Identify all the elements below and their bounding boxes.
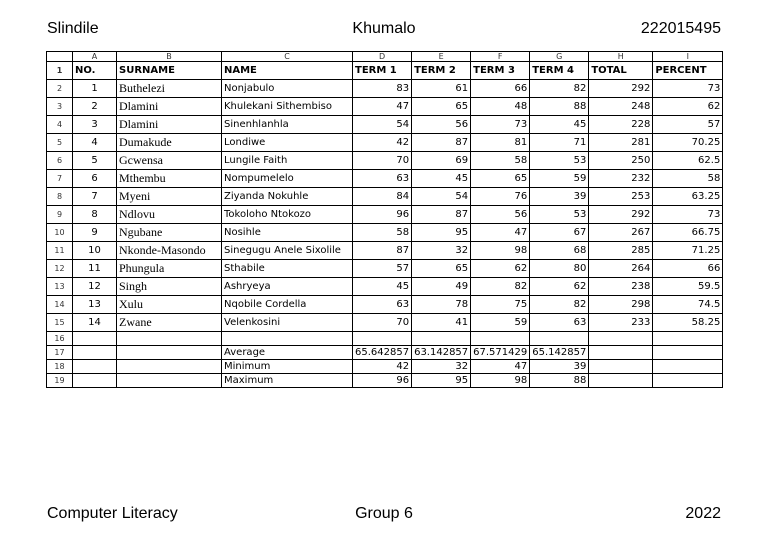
empty-cell [589,360,653,374]
column-letter: H [589,52,653,62]
table-row [47,170,723,188]
row-number: 15 [47,314,73,332]
header-right: 222015495 [640,20,721,37]
total-cell: 238 [589,278,653,296]
surname-cell: Nkonde-Masondo [117,242,222,260]
term3-cell: 76 [471,188,530,206]
surname-cell: Dumakude [117,134,222,152]
table-row [47,242,723,260]
term3-cell: 98 [471,242,530,260]
table-row [47,116,723,134]
surname-cell: Ndlovu [117,206,222,224]
term4-cell: 59 [530,170,589,188]
stats-row [47,360,723,374]
term1-cell: 45 [353,278,412,296]
empty-cell [117,332,222,346]
no-cell: 2 [73,98,117,116]
surname-cell: Dlamini [117,116,222,134]
column-letter: D [353,52,412,62]
row-number: 4 [47,116,73,134]
table-row [47,188,723,206]
header-left: Slindile [47,20,99,37]
percent-cell: 63.25 [653,188,723,206]
name-cell: Velenkosini [222,314,353,332]
name-cell: Ashryeya [222,278,353,296]
term4-cell: 53 [530,206,589,224]
table-row [47,314,723,332]
total-cell: 250 [589,152,653,170]
table-row [47,152,723,170]
empty-cell [589,374,653,388]
term2-cell: 54 [412,188,471,206]
term3-cell: 58 [471,152,530,170]
empty-cell [117,346,222,360]
column-header: PERCENT [653,62,723,80]
term4-cell: 63 [530,314,589,332]
empty-cell [471,332,530,346]
stats-row [47,346,723,360]
column-header: NAME [222,62,353,80]
term4-cell: 67 [530,224,589,242]
name-cell: Nosihle [222,224,353,242]
term4-cell: 88 [530,98,589,116]
stat-value: 96 [353,374,412,388]
term3-cell: 66 [471,80,530,98]
term4-cell: 71 [530,134,589,152]
term2-cell: 41 [412,314,471,332]
no-cell: 4 [73,134,117,152]
no-cell: 7 [73,188,117,206]
total-cell: 248 [589,98,653,116]
row-number: 9 [47,206,73,224]
percent-cell: 70.25 [653,134,723,152]
term3-cell: 47 [471,224,530,242]
name-cell: Nonjabulo [222,80,353,98]
term4-cell: 82 [530,296,589,314]
spreadsheet-body [47,52,723,388]
footer-right: 2022 [685,505,721,522]
column-header: NO. [73,62,117,80]
term1-cell: 63 [353,296,412,314]
term4-cell: 80 [530,260,589,278]
header-center: Khumalo [352,20,416,37]
column-header: SURNAME [117,62,222,80]
term2-cell: 65 [412,260,471,278]
table-row [47,134,723,152]
name-cell: Lungile Faith [222,152,353,170]
percent-cell: 62.5 [653,152,723,170]
stat-value: 32 [412,360,471,374]
column-header-row [47,52,723,62]
table-row [47,260,723,278]
empty-cell [73,374,117,388]
row-number: 12 [47,260,73,278]
row-number: 19 [47,374,73,388]
empty-cell [589,332,653,346]
term3-cell: 75 [471,296,530,314]
surname-cell: Dlamini [117,98,222,116]
empty-cell [73,346,117,360]
total-cell: 253 [589,188,653,206]
empty-cell [653,374,723,388]
percent-cell: 58 [653,170,723,188]
column-header: TERM 3 [471,62,530,80]
stat-value: 65.142857 [530,346,589,360]
name-cell: Sthabile [222,260,353,278]
no-cell: 14 [73,314,117,332]
percent-cell: 58.25 [653,314,723,332]
term3-cell: 65 [471,170,530,188]
term1-cell: 96 [353,206,412,224]
empty-row [47,332,723,346]
percent-cell: 62 [653,98,723,116]
row-number: 11 [47,242,73,260]
term4-cell: 39 [530,188,589,206]
term3-cell: 81 [471,134,530,152]
surname-cell: Zwane [117,314,222,332]
column-header: TERM 4 [530,62,589,80]
percent-cell: 57 [653,116,723,134]
empty-cell [117,374,222,388]
empty-cell [73,332,117,346]
total-cell: 267 [589,224,653,242]
surname-cell: Singh [117,278,222,296]
term3-cell: 82 [471,278,530,296]
term3-cell: 48 [471,98,530,116]
name-cell: Ziyanda Nokuhle [222,188,353,206]
footer-center: Group 6 [355,505,413,522]
stat-label: Minimum [222,360,353,374]
term2-cell: 78 [412,296,471,314]
table-row [47,296,723,314]
no-cell: 6 [73,170,117,188]
term1-cell: 70 [353,314,412,332]
term1-cell: 57 [353,260,412,278]
term4-cell: 68 [530,242,589,260]
stat-value: 98 [471,374,530,388]
name-cell: Sinenhlanhla [222,116,353,134]
empty-cell [73,360,117,374]
column-header: TERM 2 [412,62,471,80]
name-cell: Londiwe [222,134,353,152]
header-row [47,62,723,80]
total-cell: 232 [589,170,653,188]
row-number: 8 [47,188,73,206]
column-letter: G [530,52,589,62]
no-cell: 12 [73,278,117,296]
empty-cell [653,332,723,346]
column-letter: B [117,52,222,62]
spreadsheet-table [46,51,723,388]
percent-cell: 66.75 [653,224,723,242]
name-cell: Tokoloho Ntokozo [222,206,353,224]
no-cell: 13 [73,296,117,314]
row-number: 18 [47,360,73,374]
term1-cell: 42 [353,134,412,152]
surname-cell: Ngubane [117,224,222,242]
column-letter: E [412,52,471,62]
empty-cell [530,332,589,346]
surname-cell: Buthelezi [117,80,222,98]
row-number: 7 [47,170,73,188]
total-cell: 264 [589,260,653,278]
name-cell: Nompumelelo [222,170,353,188]
percent-cell: 73 [653,206,723,224]
column-header: TERM 1 [353,62,412,80]
table-row [47,206,723,224]
row-number: 5 [47,134,73,152]
total-cell: 298 [589,296,653,314]
term1-cell: 47 [353,98,412,116]
stat-value: 63.142857 [412,346,471,360]
row-number: 16 [47,332,73,346]
no-cell: 11 [73,260,117,278]
term4-cell: 53 [530,152,589,170]
term4-cell: 45 [530,116,589,134]
row-number: 3 [47,98,73,116]
stat-value: 65.642857 [353,346,412,360]
stat-label: Maximum [222,374,353,388]
empty-cell [589,346,653,360]
percent-cell: 59.5 [653,278,723,296]
term3-cell: 62 [471,260,530,278]
column-letter: C [222,52,353,62]
no-cell: 10 [73,242,117,260]
term2-cell: 87 [412,134,471,152]
no-cell: 9 [73,224,117,242]
surname-cell: Phungula [117,260,222,278]
term1-cell: 63 [353,170,412,188]
stat-value: 95 [412,374,471,388]
term4-cell: 82 [530,80,589,98]
term1-cell: 87 [353,242,412,260]
empty-cell [653,346,723,360]
term1-cell: 70 [353,152,412,170]
surname-cell: Mthembu [117,170,222,188]
total-cell: 281 [589,134,653,152]
column-header: TOTAL [589,62,653,80]
term1-cell: 54 [353,116,412,134]
row-number: 1 [47,62,73,80]
stats-row [47,374,723,388]
row-number: 6 [47,152,73,170]
row-number: 10 [47,224,73,242]
empty-cell [117,360,222,374]
no-cell: 1 [73,80,117,98]
total-cell: 285 [589,242,653,260]
stat-value: 39 [530,360,589,374]
empty-cell [353,332,412,346]
term2-cell: 32 [412,242,471,260]
empty-cell [412,332,471,346]
no-cell: 3 [73,116,117,134]
term3-cell: 59 [471,314,530,332]
percent-cell: 66 [653,260,723,278]
corner-cell [47,52,73,62]
column-letter: A [73,52,117,62]
term2-cell: 95 [412,224,471,242]
term3-cell: 56 [471,206,530,224]
surname-cell: Gcwensa [117,152,222,170]
term3-cell: 73 [471,116,530,134]
stat-value: 88 [530,374,589,388]
no-cell: 8 [73,206,117,224]
term4-cell: 62 [530,278,589,296]
total-cell: 233 [589,314,653,332]
column-letter: F [471,52,530,62]
empty-cell [222,332,353,346]
term2-cell: 49 [412,278,471,296]
percent-cell: 73 [653,80,723,98]
row-number: 17 [47,346,73,360]
stat-value: 67.571429 [471,346,530,360]
surname-cell: Xulu [117,296,222,314]
percent-cell: 71.25 [653,242,723,260]
row-number: 14 [47,296,73,314]
term2-cell: 45 [412,170,471,188]
stat-label: Average [222,346,353,360]
no-cell: 5 [73,152,117,170]
term1-cell: 84 [353,188,412,206]
row-number: 13 [47,278,73,296]
term1-cell: 83 [353,80,412,98]
table-row [47,224,723,242]
term2-cell: 65 [412,98,471,116]
percent-cell: 74.5 [653,296,723,314]
term2-cell: 69 [412,152,471,170]
surname-cell: Myeni [117,188,222,206]
total-cell: 292 [589,206,653,224]
stat-value: 42 [353,360,412,374]
name-cell: Sinegugu Anele Sixolile [222,242,353,260]
footer-left: Computer Literacy [47,505,178,522]
term2-cell: 56 [412,116,471,134]
term1-cell: 58 [353,224,412,242]
term2-cell: 87 [412,206,471,224]
name-cell: Nqobile Cordella [222,296,353,314]
table-row [47,98,723,116]
row-number: 2 [47,80,73,98]
total-cell: 292 [589,80,653,98]
total-cell: 228 [589,116,653,134]
table-row [47,278,723,296]
term2-cell: 61 [412,80,471,98]
stat-value: 47 [471,360,530,374]
column-letter: I [653,52,723,62]
empty-cell [653,360,723,374]
name-cell: Khulekani Sithembiso [222,98,353,116]
table-row [47,80,723,98]
